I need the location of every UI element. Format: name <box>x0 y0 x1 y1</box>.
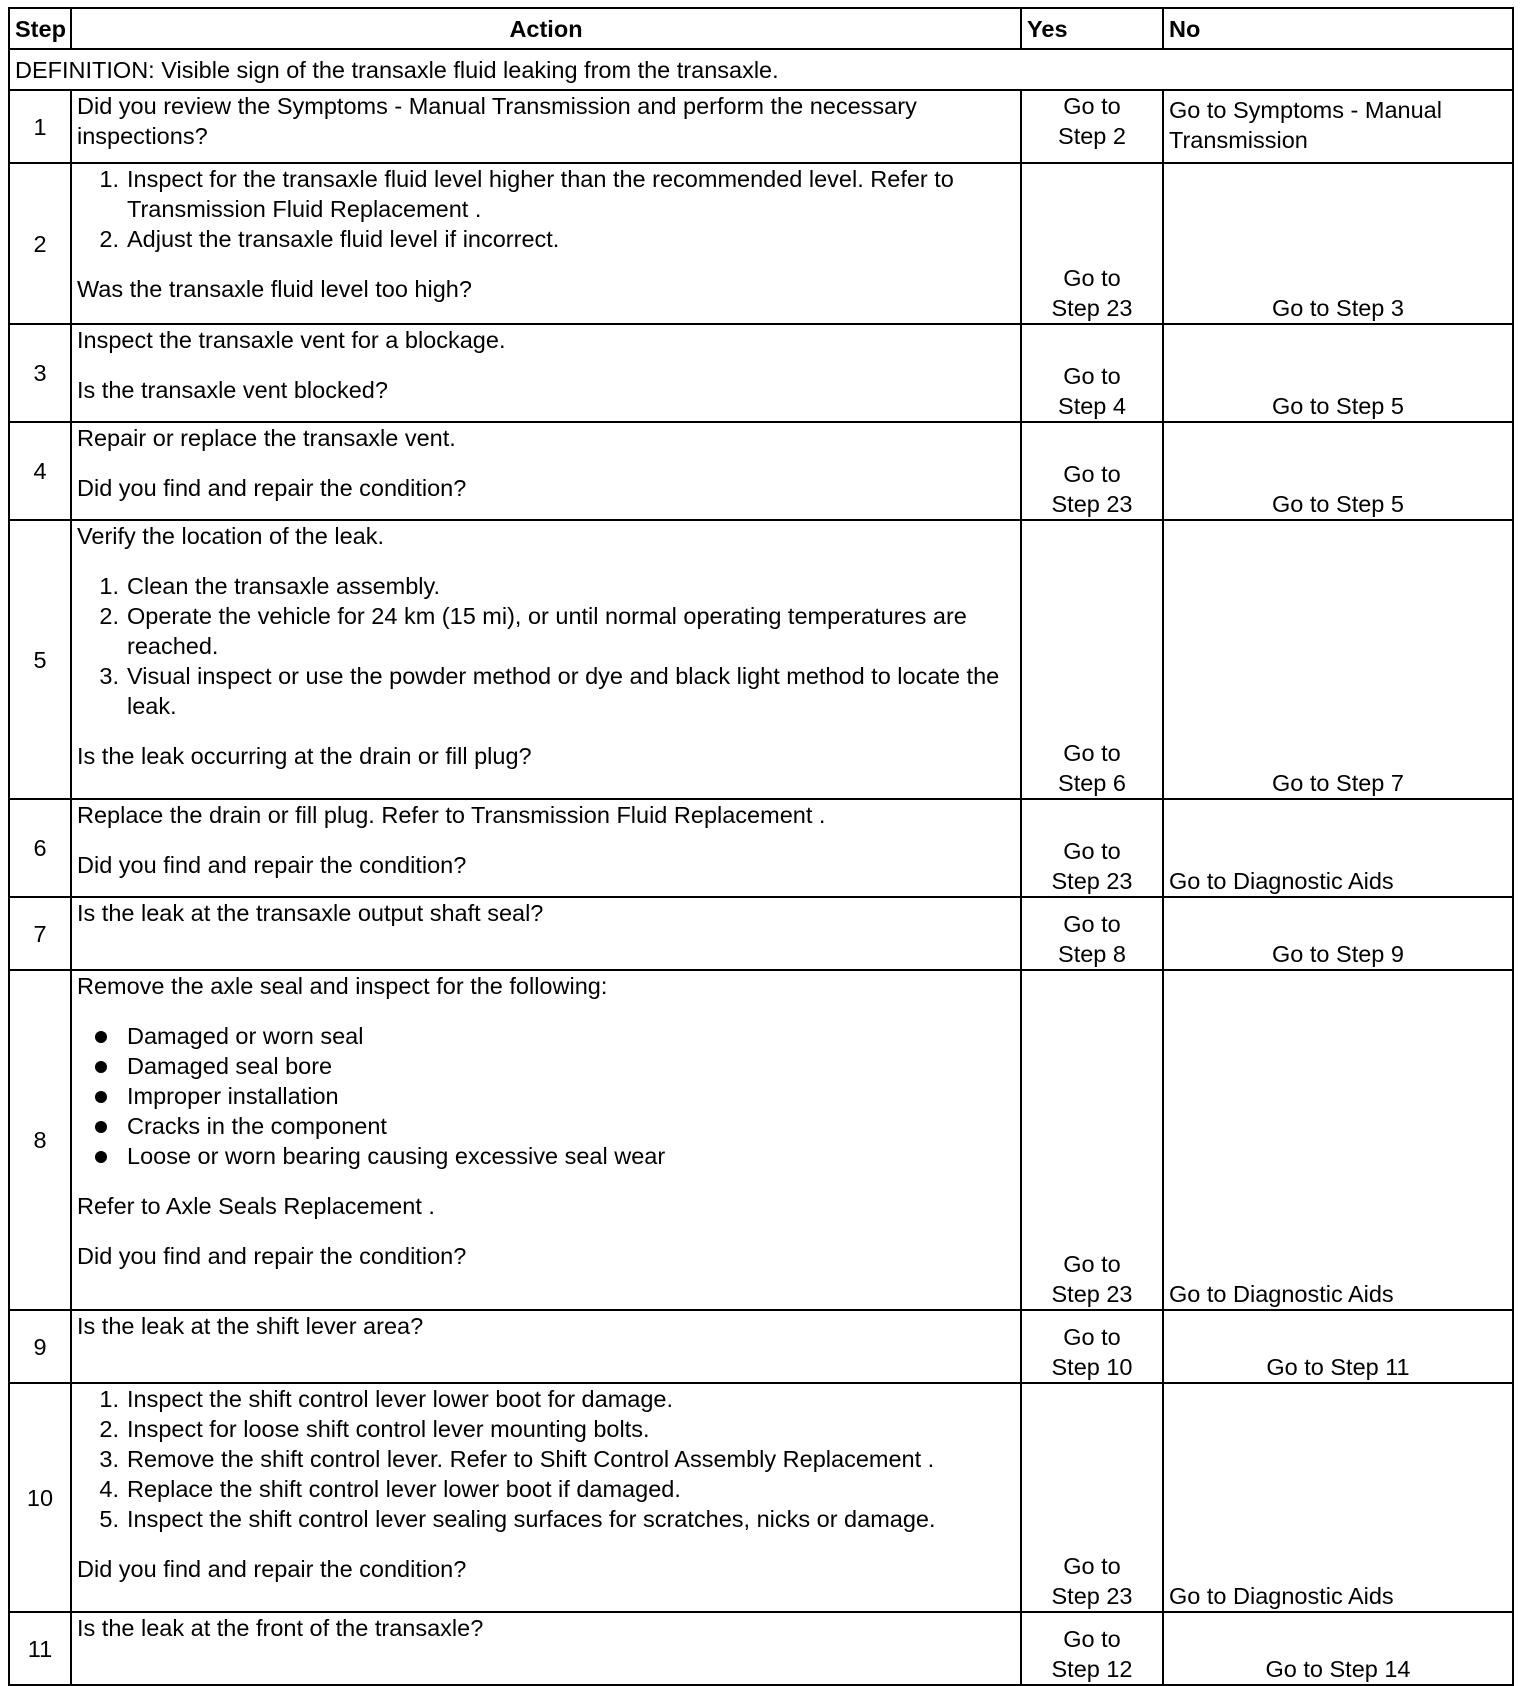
bullet-icon <box>95 1061 107 1073</box>
question: Is the leak at the shift lever area? <box>77 1313 424 1339</box>
table-row <box>9 422 1513 520</box>
action-text: Inspect the transaxle vent for a blockage. <box>77 327 506 353</box>
no-cell: Go to Diagnostic Aids <box>1163 799 1513 897</box>
list-item: 3. Visual inspect or use the powder method or dye and black light method to locate the leak. <box>99 663 1000 719</box>
action-cell <box>71 1612 1021 1685</box>
table-row <box>9 163 1513 324</box>
numbered-list <box>77 1384 1015 1534</box>
definition-text: DEFINITION: Visible sign of the transaxle fluid leaking from the transaxle. <box>9 49 1513 90</box>
header-no: No <box>1163 8 1513 49</box>
yes-cell <box>1021 90 1163 163</box>
action-cell <box>71 163 1021 324</box>
go-to-label: Go to <box>1063 1251 1121 1277</box>
action-cell <box>71 970 1021 1310</box>
go-to-label: Go to <box>1063 838 1121 864</box>
no-cell: Go to Diagnostic Aids <box>1163 1383 1513 1612</box>
go-to-label: Go to <box>1063 265 1121 291</box>
action-cell <box>71 324 1021 422</box>
table-row <box>9 90 1513 163</box>
question: Is the leak occurring at the drain or fill plug? <box>77 743 532 769</box>
yes-target: Step 23 <box>1051 868 1133 894</box>
step-number: 6 <box>9 799 71 897</box>
no-cell: Go to Symptoms - Manual Transmission <box>1163 90 1513 163</box>
go-to-label: Go to <box>1063 1553 1121 1579</box>
step-number: 5 <box>9 520 71 799</box>
go-to-label: Go to <box>1063 1324 1121 1350</box>
step-number: 7 <box>9 897 71 970</box>
yes-target: Step 12 <box>1051 1656 1133 1682</box>
no-cell: Go to Step 5 <box>1163 324 1513 422</box>
step-number: 1 <box>9 90 71 163</box>
list-item: 4. Replace the shift control lever lower boot if damaged. <box>99 1476 681 1502</box>
definition-row <box>9 49 1513 90</box>
yes-cell <box>1021 1612 1163 1685</box>
step-number: 4 <box>9 422 71 520</box>
table-row <box>9 520 1513 799</box>
yes-target: Step 23 <box>1051 1281 1133 1307</box>
question: Did you review the Symptoms - Manual Transmission and perform the necessary inspections? <box>77 93 917 149</box>
yes-target: Step 23 <box>1051 1583 1133 1609</box>
yes-target: Step 23 <box>1051 295 1133 321</box>
list-item: Improper installation <box>77 1081 1015 1111</box>
action-cell <box>71 1310 1021 1383</box>
yes-target: Step 2 <box>1058 123 1126 149</box>
action-text: Remove the axle seal and inspect for the following: <box>77 973 608 999</box>
bullet-icon <box>95 1091 107 1103</box>
step-number: 9 <box>9 1310 71 1383</box>
header-yes: Yes <box>1021 8 1163 49</box>
list-item: 1. Inspect the shift control lever lower boot for damage. <box>99 1386 674 1412</box>
reference-text: Refer to Axle Seals Replacement . <box>77 1193 435 1219</box>
question: Did you find and repair the condition? <box>77 1556 467 1582</box>
yes-cell <box>1021 970 1163 1310</box>
table-row <box>9 897 1513 970</box>
action-text: Replace the drain or fill plug. Refer to Transmission Fluid Replacement . <box>77 802 826 828</box>
go-to-label: Go to <box>1063 93 1121 119</box>
list-item: Damaged seal bore <box>77 1051 1015 1081</box>
yes-target: Step 8 <box>1058 941 1126 967</box>
question: Did you find and repair the condition? <box>77 475 467 501</box>
list-item: 1. Inspect for the transaxle fluid level higher than the recommended level. Refer to Transmission Fluid Replacement . <box>99 166 954 222</box>
table-row <box>9 1612 1513 1685</box>
no-cell: Go to Step 7 <box>1163 520 1513 799</box>
yes-cell <box>1021 163 1163 324</box>
action-cell <box>71 520 1021 799</box>
list-item: Cracks in the component <box>77 1111 1015 1141</box>
bullet-list <box>77 1021 1015 1171</box>
header-step: Step <box>9 8 71 49</box>
header-action: Action <box>71 8 1021 49</box>
action-cell <box>71 422 1021 520</box>
no-cell: Go to Diagnostic Aids <box>1163 970 1513 1310</box>
table-row <box>9 324 1513 422</box>
action-text: Repair or replace the transaxle vent. <box>77 425 456 451</box>
yes-cell <box>1021 897 1163 970</box>
no-cell: Go to Step 11 <box>1163 1310 1513 1383</box>
no-cell: Go to Step 14 <box>1163 1612 1513 1685</box>
step-number: 2 <box>9 163 71 324</box>
yes-target: Step 23 <box>1051 491 1133 517</box>
no-cell: Go to Step 3 <box>1163 163 1513 324</box>
bullet-icon <box>95 1151 107 1163</box>
yes-cell <box>1021 1383 1163 1612</box>
bullet-icon <box>95 1121 107 1133</box>
yes-target: Step 10 <box>1051 1354 1133 1380</box>
list-item: 2. Operate the vehicle for 24 km (15 mi), or until normal operating temperatures are reached. <box>99 603 967 659</box>
step-number: 3 <box>9 324 71 422</box>
yes-cell <box>1021 1310 1163 1383</box>
go-to-label: Go to <box>1063 911 1121 937</box>
list-item: 1. Clean the transaxle assembly. <box>99 573 441 599</box>
yes-target: Step 6 <box>1058 770 1126 796</box>
diagnostic-table <box>8 7 1514 1686</box>
action-cell <box>71 1383 1021 1612</box>
action-cell <box>71 897 1021 970</box>
no-cell: Go to Step 9 <box>1163 897 1513 970</box>
question: Is the transaxle vent blocked? <box>77 377 388 403</box>
table-row <box>9 1383 1513 1612</box>
action-cell <box>71 799 1021 897</box>
action-text: Verify the location of the leak. <box>77 523 384 549</box>
table-row <box>9 970 1513 1310</box>
go-to-label: Go to <box>1063 461 1121 487</box>
yes-cell <box>1021 422 1163 520</box>
go-to-label: Go to <box>1063 363 1121 389</box>
go-to-label: Go to <box>1063 740 1121 766</box>
bullet-icon <box>95 1031 107 1043</box>
list-item: 5. Inspect the shift control lever sealing surfaces for scratches, nicks or damage. <box>99 1506 936 1532</box>
table-row <box>9 799 1513 897</box>
list-item: 2. Adjust the transaxle fluid level if incorrect. <box>99 226 560 252</box>
yes-cell <box>1021 520 1163 799</box>
list-item: 2. Inspect for loose shift control lever mounting bolts. <box>99 1416 650 1442</box>
question: Did you find and repair the condition? <box>77 852 467 878</box>
list-item: 3. Remove the shift control lever. Refer to Shift Control Assembly Replacement . <box>99 1446 935 1472</box>
action-cell <box>71 90 1021 163</box>
yes-target: Step 4 <box>1058 393 1126 419</box>
list-item: Loose or worn bearing causing excessive seal wear <box>77 1141 1015 1171</box>
yes-cell <box>1021 324 1163 422</box>
step-number: 11 <box>9 1612 71 1685</box>
numbered-list <box>77 571 1015 721</box>
question: Was the transaxle fluid level too high? <box>77 276 472 302</box>
yes-cell <box>1021 799 1163 897</box>
step-number: 8 <box>9 970 71 1310</box>
step-number: 10 <box>9 1383 71 1612</box>
list-item: Damaged or worn seal <box>77 1021 1015 1051</box>
header-row <box>9 8 1513 49</box>
numbered-list <box>77 164 1015 254</box>
question: Did you find and repair the condition? <box>77 1243 467 1269</box>
table-row <box>9 1310 1513 1383</box>
question: Is the leak at the transaxle output shaft seal? <box>77 900 544 926</box>
go-to-label: Go to <box>1063 1626 1121 1652</box>
question: Is the leak at the front of the transaxle? <box>77 1615 484 1641</box>
no-cell: Go to Step 5 <box>1163 422 1513 520</box>
